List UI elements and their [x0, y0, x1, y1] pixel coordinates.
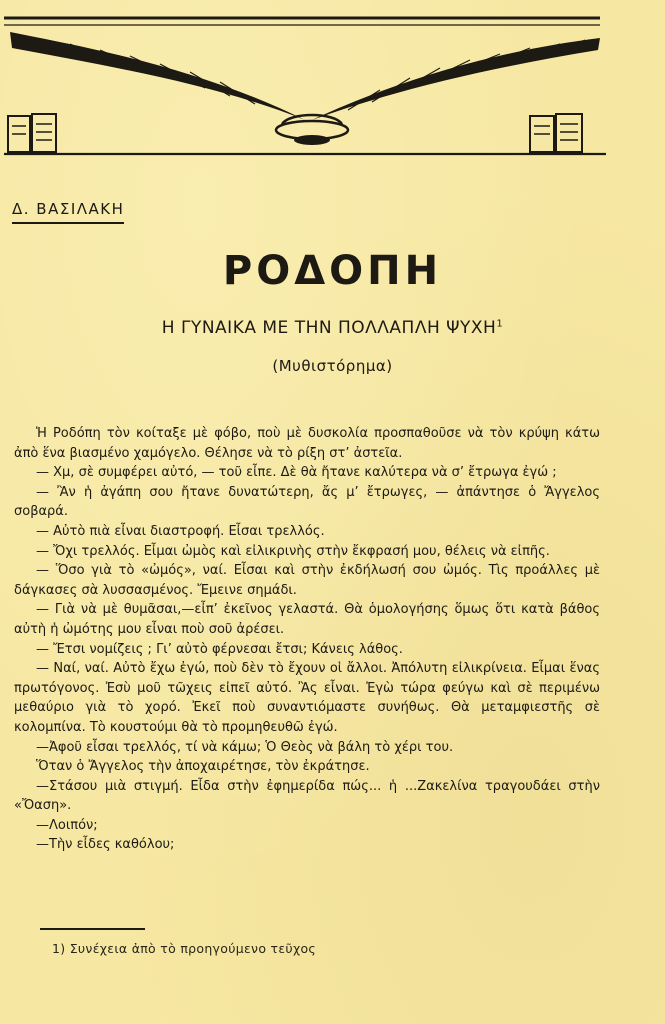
paragraph: —Λοιπόν; — [36, 817, 98, 833]
article-body — [14, 424, 600, 855]
genre-label: (Μυθιστόρημα) — [272, 357, 393, 375]
paragraph: — Ὄχι τρελλός. Εἶμαι ὠμὸς καὶ εἰλικρινὴς στὴν ἔκφρασή μου, θέλεις νὰ εἰπῆς. — [36, 543, 550, 559]
paragraph: —Τὴν εἶδες καθόλου; — [36, 837, 175, 853]
subtitle-text: Η ΓΥΝΑΙΚΑ ΜΕ ΤΗΝ ΠΟΛΛΑΠΛΗ ΨΥΧΗ — [161, 318, 497, 338]
author-name: Δ. ΒΑΣΙΛΑΚΗ — [12, 200, 124, 224]
footnote-text: 1) Συνέχεια ἀπὸ τὸ προηγούμενο τεῦχος — [52, 941, 317, 956]
footnote-marker: 1 — [496, 318, 504, 330]
paragraph: — Ὅσο γιὰ τὸ «ὠμός», ναί. Εἶσαι καὶ στὴν ἐκδήλωσή σου ὠμός. Τὶς προάλλες μὲ δάγκασες σὰ λυσσασμένος. Ἔμεινε σημάδι. — [14, 563, 600, 598]
paragraph: — Γιὰ νὰ μὲ θυμᾶσαι,—εἶπ’ ἐκεῖνος γελαστά. Θὰ ὁμολογήσης ὅμως ὅτι κατὰ βάθος αὐτὴ ἡ ὠμότης μου εἶναι ποὺ σοῦ ἀρέσει. — [14, 602, 600, 637]
paragraph: — Ναί, ναί. Αὐτὸ ἔχω ἐγώ, ποὺ δὲν τὸ ἔχουν οἱ ἄλλοι. Ἀπόλυτη εἰλικρίνεια. Εἶμαι ἕνας πρωτόγονος. Ἐσὺ μοῦ τῶχεις εἰπεῖ αὐτό. Ἂς εἶναι. Ἐγὼ τώρα φεύγω καὶ σὲ περιμένω μεθαύριο γιὰ τὸ χορό. Ἐκεῖ ποὺ συναντιόμαστε συνήθως. Θὰ μεταμφιεστῆς σὲ κολομπίνα. Τὸ κουστούμι θὰ τὸ προμηθευθῶ ἐγώ. — [14, 661, 600, 735]
paragraph: — Χμ, σὲ συμφέρει αὐτό, — τοῦ εἶπε. Δὲ θὰ ἤτανε καλύτερα νὰ σ’ ἔτρωγα ἐγώ ; — [36, 465, 557, 481]
paragraph: Ὅταν ὁ Ἄγγελος τὴν ἀποχαιρέτησε, τὸν ἐκράτησε. — [36, 759, 370, 775]
quill-and-books-ornament — [0, 8, 610, 158]
paragraph: —Ἀφοῦ εἶσαι τρελλός, τί νὰ κάμω; Ὁ Θεὸς νὰ βάλη τὸ χέρι του. — [36, 739, 454, 755]
paragraph: Ἡ Ροδόπη τὸν κοίταξε μὲ φόβο, ποὺ μὲ δυσκολία προσπαθοῦσε νὰ τὸν κρύψη κάτω ἀπὸ ἕνα βιασμένο χαμόγελο. Θέλησε νὰ τὸ ρίξη στ’ ἀστεῖα. — [14, 426, 600, 461]
paragraph: — Ἔτσι νομίζεις ; Γι’ αὐτὸ φέρνεσαι ἔτσι; Κάνεις λάθος. — [36, 641, 403, 657]
article-subtitle — [0, 318, 665, 338]
footnote-divider — [40, 928, 145, 930]
paragraph: — Αὐτὸ πιὰ εἶναι διαστροφή. Εἶσαι τρελλός. — [36, 523, 325, 539]
article-title: ΡΟΔΟΠΗ — [222, 248, 443, 294]
paragraph: — Ἂν ἡ ἀγάπη σου ἤτανε δυνατώτερη, ἄς μ’ ἔτρωγες, — ἀπάντησε ὁ Ἄγγελος σοβαρά. — [14, 484, 600, 520]
paragraph: —Στάσου μιὰ στιγμή. Εἶδα στὴν ἐφημερίδα πώς... ἡ ...Ζακελίνα τραγουδάει στὴν «Ὄαση». — [14, 778, 600, 814]
